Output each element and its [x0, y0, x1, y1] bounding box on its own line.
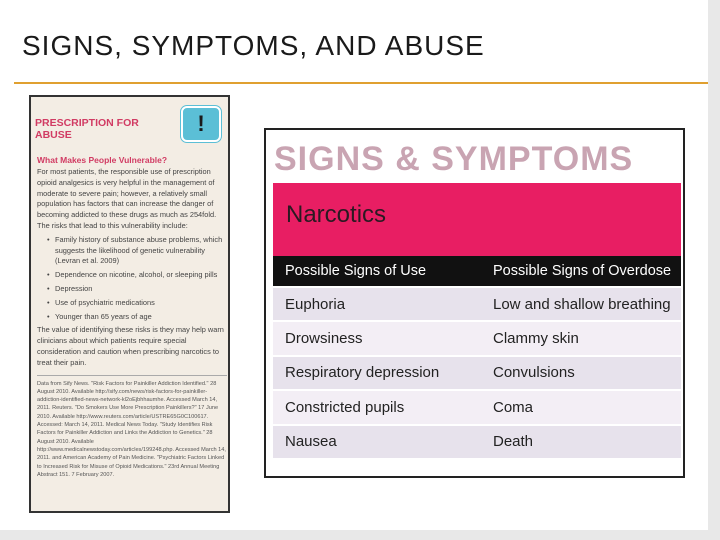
- card-title: SIGNS & SYMPTOMS: [274, 140, 634, 178]
- table-cell: Euphoria: [285, 295, 346, 313]
- table-cell: Respiratory depression: [285, 364, 440, 382]
- slide-title: SIGNS, SYMPTOMS, AND ABUSE: [22, 30, 485, 61]
- table-cell: Coma: [493, 398, 534, 416]
- table-cell: Convulsions: [493, 364, 575, 382]
- article-divider: [37, 375, 227, 376]
- table-row: [273, 389, 681, 423]
- list-item: • Depression: [47, 284, 227, 295]
- article-subheading: What Makes People Vulnerable?: [37, 155, 168, 165]
- title-underline: [14, 82, 708, 84]
- article-footnote: Data from Sify News. "Risk Factors for Painkiller Addiction Identified." 28 August 2010. Available http://sify.com/news/risk-factors-for-painkiller-addiction-identified-news-network-kl2oEjbhhaumhe. Accessed March 14, 2011. Reuters. "Do Smokers Use More Prescription Painkillers?" 17 June 2010. Available http://www.reuters.com/article/USTRE65G0C100617. Accessed: March 14, 2011. Medical News Today. "Study Identifies Risk Factors for Painkiller Addiction and Links the Addiction to Genetics." 28 August 2010. Available http://www.medicalnewstoday.com/articles/199248.php. Accessed March 14, 2011. and American Academy of Pain Medicine. "Psychiatric Factors Linked to Increased Risk for Misuse of Opioid Medications." 23rd Annual Meeting Abstract 151. 7 February 2007.: [37, 380, 226, 478]
- table-cell: Low and shallow breathing: [493, 295, 671, 313]
- table-row: [273, 424, 681, 458]
- column-header-use: Possible Signs of Use: [285, 263, 427, 279]
- risk-list: [47, 235, 227, 323]
- article-conclusion: The value of identifying these risks is they may help warn clinicians about which patients require special consideration and caution when prescribing narcotics to treat their pain.: [37, 325, 224, 367]
- list-item: • Younger than 65 years of age: [47, 312, 227, 323]
- list-item: • Dependence on nicotine, alcohol, or sleeping pills: [47, 270, 227, 281]
- article-header: [35, 117, 185, 153]
- table-row: [273, 286, 681, 320]
- article-clipping: [29, 95, 230, 513]
- table-cell: Drowsiness: [285, 330, 363, 348]
- article-body: [37, 167, 227, 479]
- column-header-overdose: Possible Signs of Overdose: [493, 263, 672, 279]
- list-item: • Use of psychiatric medications: [47, 298, 227, 309]
- narcotics-label: Narcotics: [286, 201, 387, 228]
- article-heading-line1: PRESCRIPTION FOR: [35, 117, 139, 129]
- signs-table: [273, 256, 681, 458]
- narcotics-band: [273, 183, 681, 256]
- exclamation-icon: !: [181, 106, 221, 142]
- signs-symptoms-card: [264, 128, 685, 478]
- table-cell: Death: [493, 433, 534, 451]
- table-cell: Constricted pupils: [285, 398, 405, 416]
- table-row: [273, 320, 681, 354]
- slide-frame-right: [708, 0, 720, 540]
- table-row: [273, 355, 681, 389]
- list-item: • Family history of substance abuse problems, which suggests the likelihood of genetic vulnerability (Levran et al. 2009): [47, 235, 227, 267]
- slide-frame-bottom: [0, 530, 720, 540]
- table-cell: Clammy skin: [493, 330, 579, 348]
- table-header: [273, 256, 681, 286]
- table-cell: Nausea: [285, 433, 337, 451]
- article-heading-line2: ABUSE: [35, 129, 72, 141]
- article-intro: For most patients, the responsible use of prescription opioid analgesics is very helpful in the management of moderate to severe pain; however, a relatively small population has factors that can increase the danger of becoming addicted to these drugs as much as 254fold. The risks that lead to this vulnerability include:: [37, 167, 217, 230]
